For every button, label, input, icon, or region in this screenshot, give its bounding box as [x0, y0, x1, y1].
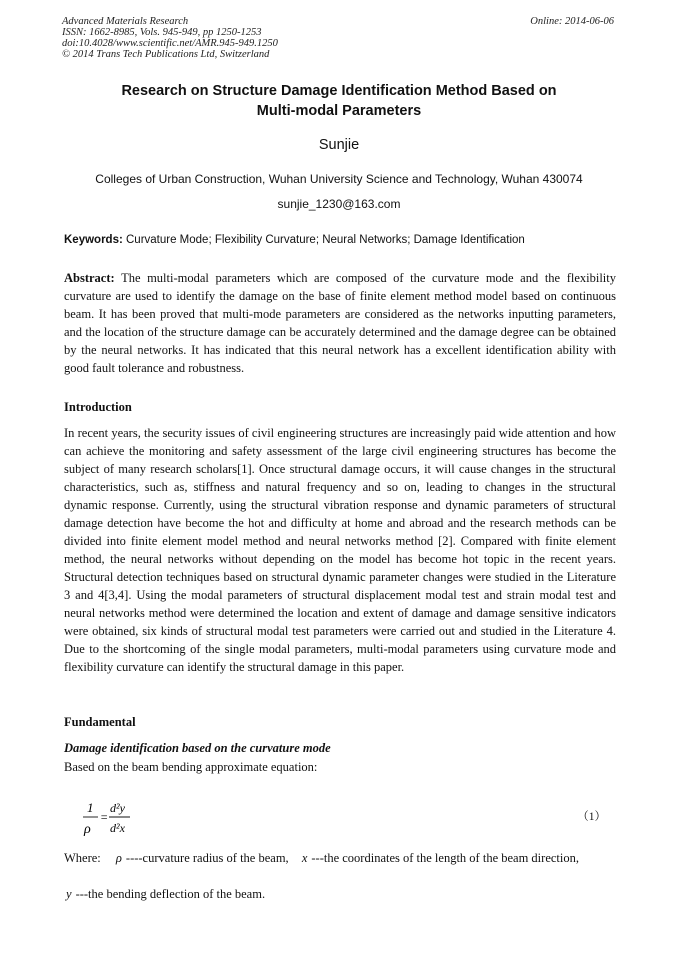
- eq-lhs-den: ρ: [84, 822, 91, 837]
- y-description: ---the bending deflection of the beam.: [75, 887, 266, 901]
- eq-rhs-den: d²x: [110, 821, 125, 835]
- doi: doi:10.4028/www.scientific.net/AMR.945-949.1250: [62, 38, 278, 49]
- journal-header: [62, 16, 278, 60]
- where-line-1: [64, 851, 624, 866]
- journal-name: Advanced Materials Research: [62, 16, 189, 27]
- title-line-2: Multi-modal Parameters: [256, 103, 422, 119]
- equation-number: （1）: [577, 811, 606, 823]
- abstract: [64, 269, 616, 377]
- eq-lhs-num: 1: [87, 800, 94, 815]
- affiliation: Colleges of Urban Construction, Wuhan University Science and Technology, Wuhan 430074: [95, 172, 583, 186]
- keywords-label: Keywords:: [64, 234, 123, 246]
- curvature-subheading: Damage identification based on the curvature mode: [64, 741, 331, 755]
- email: sunjie_1230@163.com: [277, 197, 401, 211]
- introduction-text: In recent years, the security issues of civil engineering structures are increasingly paid wide attention and how can achieve the monitoring and safety assessment of the large civil engineering structures has become the subject of many research scholars[1]. Once structural damage occurs, it will cause changes in the structural characteristics, such as, stiffness and natural frequency and so on, leading to changes in the structural dynamic response. Currently, using the structural vibration response and dynamic parameters of structural damage detection have become the hot and difficulty at home and abroad and the research methods can be divided into finite element model method and neural networks method [2]. Compared with finite element method, the neural networks without depending on the model has become hot topic in the recent years. Structural detection techniques based on structural dynamic parameter changes were studied in the Literature 3 and 4[3,4]. Using the modal parameters of structural displacement modal test and strain modal test and neural networks method were determined the location and extent of damage and damage sensitive indicators were obtained, six kinds of structural modal test parameters were carried out and studied in the Literature 4. Due to the shortcoming of the single modal parameters, multi-modal parameters using curvature mode and flexibility curvature can identify the structural damage in this paper.: [64, 426, 616, 674]
- y-symbol: y: [66, 887, 72, 901]
- issn: ISSN: 1662-8985, Vols. 945-949, pp 1250-1253: [62, 27, 262, 38]
- keywords-text: Curvature Mode; Flexibility Curvature; Neural Networks; Damage Identification: [126, 234, 525, 246]
- equation-graphic: [82, 796, 152, 840]
- abstract-label: Abstract:: [64, 271, 115, 285]
- paper-title: [0, 81, 678, 121]
- title-line-1: Research on Structure Damage Identification Method Based on: [121, 83, 557, 99]
- abstract-text: The multi-modal parameters which are composed of the curvature mode and the flexibility curvature are used to identify the damage on the base of finite element method model based on continuous beam. It has been proved that multi-mode parameters are considered as the networks inputting parameters, and the location of the structure damage can be accurately determined and the damage degree can be obtained by the neural networks. It has indicated that this neural network has a excellent identification ability with good fault tolerance and robustness.: [64, 271, 616, 375]
- fundamental-text: Based on the beam bending approximate equation:: [64, 760, 318, 774]
- where-line-2: [66, 887, 626, 902]
- eq-equals: =: [100, 810, 109, 824]
- keywords: [64, 234, 616, 246]
- rho-description: ----curvature radius of the beam,: [125, 851, 289, 865]
- equation-1: [82, 796, 152, 844]
- eq-rhs-num: d²y: [110, 801, 125, 815]
- rho-symbol: ρ: [115, 851, 122, 865]
- introduction-heading: Introduction: [64, 400, 132, 414]
- author: Sunjie: [318, 137, 360, 153]
- online-date: Online: 2014-06-06: [530, 16, 614, 27]
- copyright: © 2014 Trans Tech Publications Ltd, Switzerland: [62, 49, 270, 60]
- x-symbol: x: [301, 851, 308, 865]
- where-label: Where:: [64, 851, 101, 865]
- fundamental-heading: Fundamental: [64, 715, 136, 729]
- x-description: ---the coordinates of the length of the beam direction,: [311, 851, 579, 865]
